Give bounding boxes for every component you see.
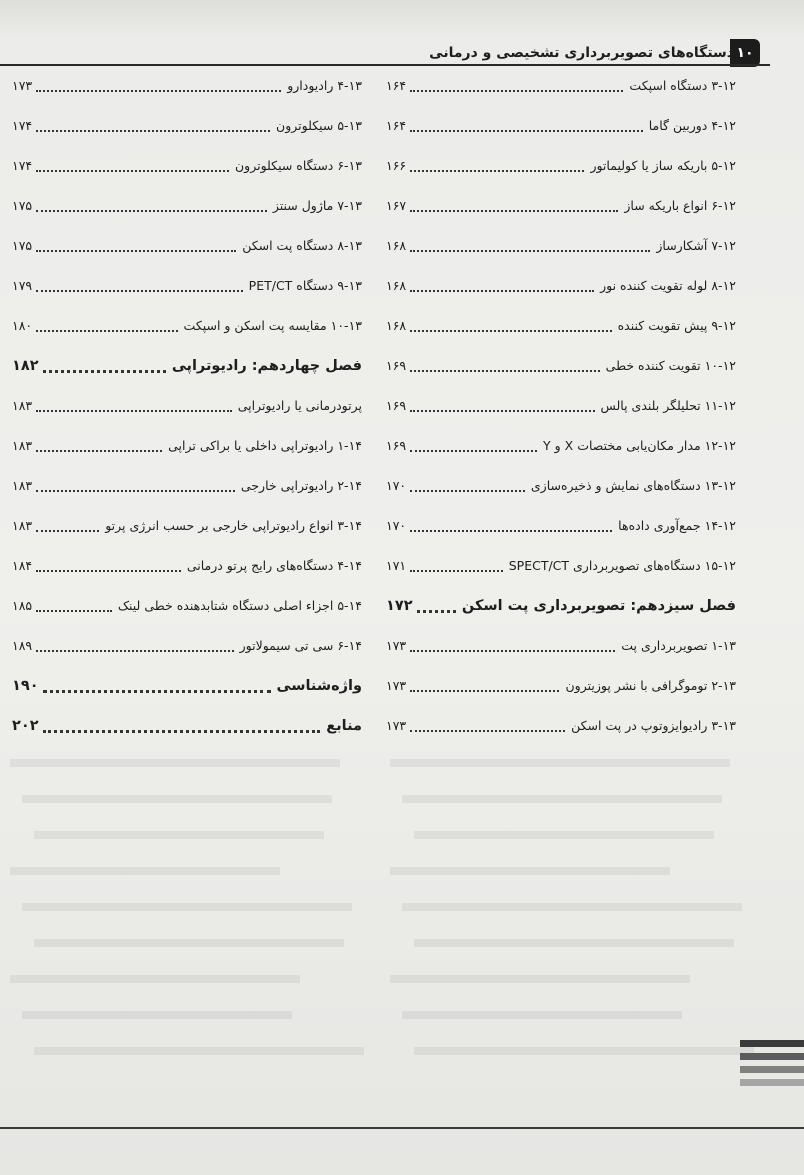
- toc-entry-title: ۱-۱۴ رادیوتراپی داخلی یا براکی تراپی: [168, 438, 362, 453]
- toc-entry: [386, 353, 736, 393]
- toc-entry: [386, 473, 736, 513]
- dot-leader: [410, 490, 525, 492]
- toc-entry-title: واژه‌شناسی: [276, 678, 362, 694]
- edge-stripe: [740, 1053, 804, 1060]
- edge-stripe: [740, 1040, 804, 1047]
- toc-page-number: ۱۸۹: [12, 638, 33, 653]
- toc-entry: [386, 233, 736, 273]
- toc-page-number: ۱۷۵: [12, 238, 33, 253]
- toc-page-number: ۱۶۶: [386, 158, 407, 173]
- toc-page-number: ۱۷۳: [386, 638, 407, 653]
- toc-entry: [386, 73, 736, 113]
- toc-entry-title: پرتودرمانی یا رادیوتراپی: [237, 398, 362, 413]
- toc-entry: [12, 633, 362, 673]
- ghost-line: [402, 1011, 682, 1019]
- ghost-line: [34, 1047, 364, 1055]
- toc-chapter-entry: [386, 593, 736, 633]
- dot-leader: [36, 650, 234, 652]
- toc-page-number: ۱۶۸: [386, 278, 407, 293]
- toc-entry-title: ۱۲-۱۲ مدار مکان‌یابی مختصات X و Y: [543, 438, 736, 453]
- bleed-through-text: [10, 755, 730, 1095]
- footer-rule: [0, 1127, 804, 1129]
- toc-entry-title: ۴-۱۳ رادیودارو: [287, 78, 362, 93]
- ghost-line: [10, 867, 280, 875]
- toc-entry-title: ۳-۱۲ دستگاه اسپکت: [629, 78, 736, 93]
- ghost-line: [22, 795, 332, 803]
- toc-entry: [12, 233, 362, 273]
- toc-page-number: ۱۸۴: [12, 558, 33, 573]
- toc-entry: [386, 113, 736, 153]
- dot-leader: [410, 290, 594, 292]
- toc-entry: [12, 593, 362, 633]
- toc-entry-title: ۵-۱۲ باریکه ساز یا کولیماتور: [590, 158, 736, 173]
- toc-page-number: ۱۷۹: [12, 278, 33, 293]
- dot-leader: [36, 490, 235, 492]
- toc-chapter-entry: [12, 353, 362, 393]
- dot-leader: [417, 610, 456, 613]
- toc-entry-title: ۶-۱۲ انواع باریکه ساز: [624, 198, 736, 213]
- ghost-line: [390, 759, 730, 767]
- toc-entry: [386, 273, 736, 313]
- toc-entry-title: منابع: [326, 718, 362, 734]
- ghost-line: [402, 903, 742, 911]
- toc-page-number: ۱۸۲: [12, 358, 39, 374]
- toc-page-number: ۱۹۰: [12, 678, 39, 694]
- toc-entry-title: ۷-۱۳ ماژول سنتز: [272, 198, 362, 213]
- dot-leader: [410, 250, 650, 252]
- toc-entry-title: ۱۳-۱۲ دستگاه‌های نمایش و ذخیره‌سازی: [530, 478, 736, 493]
- dot-leader: [36, 170, 229, 172]
- toc-entry: [12, 193, 362, 233]
- dot-leader: [410, 210, 618, 212]
- toc-page-number: ۱۶۴: [386, 78, 407, 93]
- ghost-line: [34, 939, 344, 947]
- toc-page-number: ۱۸۳: [12, 518, 33, 533]
- page-number-badge: ۱۰: [730, 39, 760, 67]
- toc-entry-title: ۸-۱۳ دستگاه پت اسکن: [242, 238, 362, 253]
- dot-leader: [410, 410, 595, 412]
- toc-page-number: ۱۶۴: [386, 118, 407, 133]
- ghost-line: [414, 939, 734, 947]
- toc-entry: [386, 553, 736, 593]
- dot-leader: [36, 250, 236, 252]
- ghost-line: [34, 831, 324, 839]
- toc-page-number: ۱۸۰: [12, 318, 33, 333]
- toc-entry-title: ۵-۱۴ اجزاء اصلی دستگاه شتابدهنده خطی لینک: [117, 598, 362, 613]
- ghost-line: [390, 867, 670, 875]
- toc-page-number: ۱۶۹: [386, 358, 407, 373]
- toc-page-number: ۱۷۳: [386, 678, 407, 693]
- toc-entry-title: فصل سیزدهم: تصویربرداری پت اسکن: [461, 598, 736, 614]
- toc-entry: [386, 433, 736, 473]
- toc-page-number: ۱۸۳: [12, 438, 33, 453]
- dot-leader: [36, 610, 112, 612]
- toc-entry: [386, 193, 736, 233]
- toc-page-number: ۱۶۹: [386, 398, 407, 413]
- dot-leader: [36, 210, 267, 212]
- toc-page-number: ۱۸۳: [12, 478, 33, 493]
- dot-leader: [36, 450, 162, 452]
- dot-leader: [410, 730, 565, 732]
- toc-page-number: ۱۷۲: [386, 598, 413, 614]
- toc-column-right: [386, 73, 736, 753]
- dot-leader: [410, 450, 537, 452]
- running-header-title: دستگاه‌های تصویربرداری تشخیصی و درمانی: [429, 45, 734, 61]
- toc-column-left: [12, 73, 362, 753]
- edge-stripe: [740, 1079, 804, 1086]
- toc-entry: [12, 473, 362, 513]
- ghost-line: [414, 1047, 754, 1055]
- toc-entry-title: ۳-۱۳ رادیوایزوتوپ در پت اسکن: [571, 718, 736, 733]
- dot-leader: [43, 370, 166, 373]
- toc-entry: [12, 393, 362, 433]
- dot-leader: [43, 690, 271, 693]
- toc-entry: [12, 113, 362, 153]
- dot-leader: [410, 130, 643, 132]
- toc-entry-title: ۴-۱۴ دستگاه‌های رایج پرتو درمانی: [186, 558, 362, 573]
- toc-entry: [386, 313, 736, 353]
- toc-page-number: ۱۸۳: [12, 398, 33, 413]
- toc-entry: [12, 513, 362, 553]
- toc-entry: [12, 273, 362, 313]
- dot-leader: [36, 290, 243, 292]
- toc-entry-title: ۹-۱۲ پیش تقویت کننده: [617, 318, 736, 333]
- toc-page-number: ۱۶۷: [386, 198, 407, 213]
- toc-entry-title: ۲-۱۴ رادیوتراپی خارجی: [240, 478, 362, 493]
- toc-entry: [12, 553, 362, 593]
- toc-entry: [12, 313, 362, 353]
- toc-page-number: ۱۷۰: [386, 518, 407, 533]
- toc-page-number: ۱۷۰: [386, 478, 407, 493]
- toc-page-number: ۱۷۳: [386, 718, 407, 733]
- toc-entry: [386, 153, 736, 193]
- toc-entry-title: ۶-۱۳ دستگاه سیکلوترون: [234, 158, 362, 173]
- dot-leader: [410, 530, 612, 532]
- dot-leader: [36, 410, 232, 412]
- toc-entry-title: ۱۰-۱۲ تقویت کننده خطی: [605, 358, 736, 373]
- dot-leader: [410, 330, 612, 332]
- toc-entry: [386, 713, 736, 753]
- toc-page-number: ۱۷۴: [12, 158, 33, 173]
- toc-entry-title: فصل چهاردهم: رادیوتراپی: [171, 358, 362, 374]
- toc-entry: [386, 633, 736, 673]
- toc-entry-title: ۲-۱۳ توموگرافی با نشر پوزیترون: [565, 678, 736, 693]
- dot-leader: [36, 130, 270, 132]
- dot-leader: [36, 530, 99, 532]
- ghost-line: [414, 831, 714, 839]
- toc-entry: [12, 73, 362, 113]
- toc-chapter-entry: [12, 713, 362, 753]
- ghost-line: [10, 975, 300, 983]
- ghost-line: [22, 903, 352, 911]
- dot-leader: [410, 570, 503, 572]
- dot-leader: [36, 90, 281, 92]
- dot-leader: [410, 690, 559, 692]
- toc-page-number: ۱۷۳: [12, 78, 33, 93]
- toc-entry-title: ۱-۱۳ تصویربرداری پت: [621, 638, 736, 653]
- dot-leader: [36, 330, 178, 332]
- toc-page-number: ۲۰۲: [12, 718, 39, 734]
- toc-entry-title: ۶-۱۴ سی تی سیمولاتور: [239, 638, 362, 653]
- edge-tab-stripes: [740, 1040, 804, 1092]
- toc-entry: [12, 153, 362, 193]
- dot-leader: [410, 370, 600, 372]
- ghost-line: [22, 1011, 292, 1019]
- dot-leader: [410, 170, 584, 172]
- toc-entry-title: ۴-۱۲ دوربین گاما: [648, 118, 736, 133]
- toc-page-number: ۱۶۹: [386, 438, 407, 453]
- dot-leader: [36, 570, 181, 572]
- toc-page-number: ۱۷۵: [12, 198, 33, 213]
- toc-entry: [386, 673, 736, 713]
- toc-page-number: ۱۸۵: [12, 598, 33, 613]
- toc-page-number: ۱۷۴: [12, 118, 33, 133]
- toc-page-number: ۱۶۸: [386, 238, 407, 253]
- toc-entry-title: ۳-۱۴ انواع رادیوتراپی خارجی بر حسب انرژی پرتو: [105, 518, 362, 533]
- toc-entry: [386, 513, 736, 553]
- toc-entry-title: ۵-۱۳ سیکلوترون: [276, 118, 362, 133]
- header-rule: [0, 64, 770, 66]
- toc-entry-title: ۷-۱۲ آشکارساز: [656, 238, 736, 253]
- toc-entry-title: ۸-۱۲ لوله تقویت کننده نور: [600, 278, 736, 293]
- toc-page-number: ۱۶۸: [386, 318, 407, 333]
- toc-entry-title: ۱۰-۱۳ مقایسه پت اسکن و اسپکت: [183, 318, 362, 333]
- ghost-line: [402, 795, 722, 803]
- ghost-line: [390, 975, 690, 983]
- dot-leader: [410, 90, 623, 92]
- toc-entry-title: ۱۵-۱۲ دستگاه‌های تصویربرداری SPECT/CT: [508, 558, 736, 573]
- toc-chapter-entry: [12, 673, 362, 713]
- dot-leader: [43, 730, 320, 733]
- toc-entry-title: ۹-۱۳ دستگاه PET/CT: [248, 278, 362, 293]
- toc-entry: [12, 433, 362, 473]
- toc-page-number: ۱۷۱: [386, 558, 407, 573]
- toc-entry-title: ۱۱-۱۲ تحلیلگر بلندی پالس: [600, 398, 736, 413]
- toc-entry: [386, 393, 736, 433]
- edge-stripe: [740, 1066, 804, 1073]
- ghost-line: [10, 759, 340, 767]
- toc-entry-title: ۱۴-۱۲ جمع‌آوری داده‌ها: [618, 518, 736, 533]
- dot-leader: [410, 650, 615, 652]
